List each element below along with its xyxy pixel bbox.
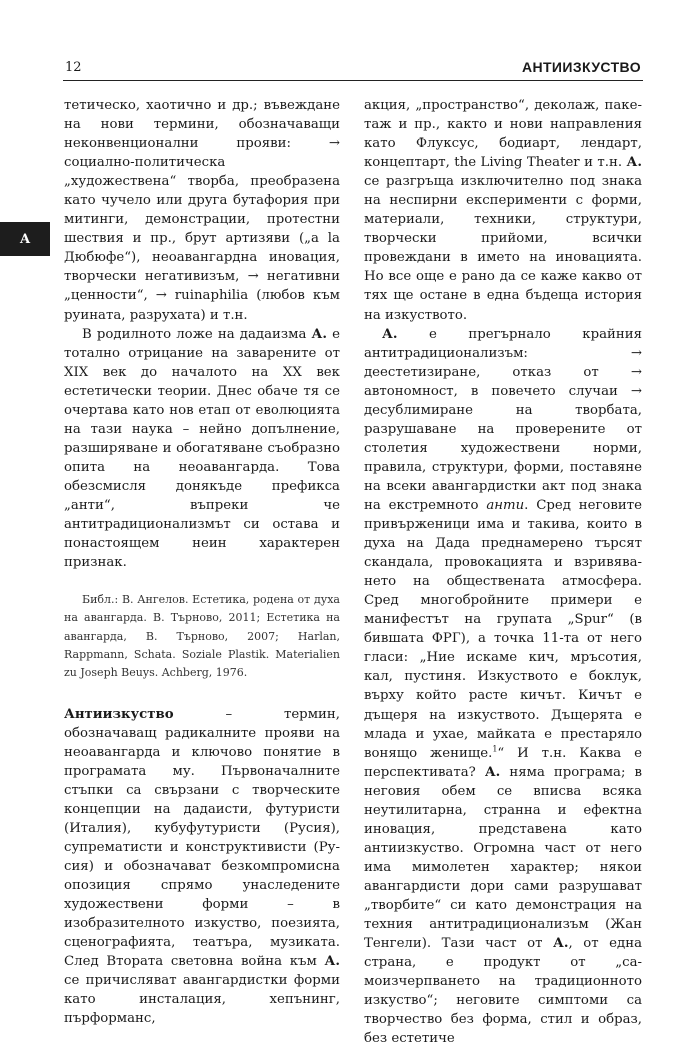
term-abbrev: А. bbox=[626, 155, 642, 171]
paragraph-movements: акция, „пространство“, деколаж, пакeтаж и пр., както и нови направления като Флуксус, бодиарт, лендарт, концептарт, the Living Theater и т.н. А. се разгръща изключително под знака на неспирни експерименти с форми, материали, техники, структури, творчески прийоми, всички провеждани в името на иновацията. Но все още е рано да се каже какво от тях ще остане в една бъдеща история на изкуството. bbox=[364, 98, 642, 323]
term-abbrev: А. bbox=[311, 326, 328, 342]
footnote-marker: 1 bbox=[492, 744, 498, 754]
page-number: 12 bbox=[65, 60, 82, 75]
page-header bbox=[63, 56, 643, 81]
paragraph-antitraditionalism: А. е прегърнало крайния антитрадиционализъм: → деестетизиране, отказ от → автономност, в повечето случаи → десублимиране на творбата, разрушаване на проверените от столетия художествени норми, правила, структури, форми, поставяне на всеки авангардистки акт под знака на екстремното анти. Сред неговите привърженици има и такива, които в духа на Дада преднамерено търсят скандала, провокацията и взривяването на обществената атмосфера. Сред многобройните примери е манифестът на групата „Spur“ (в бившата ФРГ), а точка 11-та от него гласи: „Ние искаме кич, мръсотия, кал, пустиня. Изкуството е боклук, върху който расте кичът. Кичът е дъщеря на изкуството. Дъщерята е млада и ухае, майката е престаряло вонящо женище.$^1$“ И т.н. Каква е перспективата? А. няма програма; в неговия обем се вписва всяка неутилитарна, странна и ефектна иновация, представена като антиизкуство. Огромна част от него има мимолетен характер; някои авангардисти дори сами разрушават „творбите“ си като демонстрация на техния антитрадиционализъм (Жан Тенгели). Тази част от А., от една страна, е продукт от „самоизчерпването на традиционното изкуство“; неговите симптоми са творчество без форма, стил и образ, без естетиче bbox=[364, 326, 642, 1047]
term-abbrev: А. bbox=[324, 954, 340, 970]
entry-antiart: Антиизкуство – термин, обозначаващ радикалните прояви на неоавангарда и ключово понятие в програмата му. Първоначалните стъпки са свързани с творческите концепции на дадаисти, футуристи (Италия), кубуфутуристи (Русия), супрематисти и конструктивисти (Русия) и обозначават безкомпромисна опозиция спрямо унаследените художествени форми – в изобразителното изкуство, поезията, сценографията, театъра, музиката. След Втората световна война към А. се причисляват авангардистки форми като инсталация, хепънинг, пърформанс, bbox=[64, 706, 340, 1027]
running-title: АНТИИЗКУСТВО bbox=[521, 59, 641, 75]
term-abbrev: А. bbox=[553, 936, 569, 952]
bibliography: Библ.: В. Ангелов. Естетика, родена от духа на авангарда. В. Търново, 2011; Естетика на авангарда, В. Търново, 2007; Harlan, Rappmann, Schata. Soziale Plastik. Materialien zu Joseph Beuys. Achberg, 1976. bbox=[64, 593, 340, 680]
left-column bbox=[64, 96, 340, 1028]
letter-thumb-tab: А bbox=[0, 222, 50, 256]
paragraph-continuation: тетическо, хаотично и др.; въвеждане на нови термини, обозначаващи неконвенционални прояви: → социално-политическа „художествена“ творба, преобразена като чучело или друга бутафория при митинги, демонстрации, протестни шествия и пр., брут артизяви („a la Дюбюфе“), неоавангардна иновация, творчески негативизъм, → негативни „ценности“, → ruinaphilia (любов към руината, разрухата) и т.н. bbox=[64, 98, 340, 323]
entry-headword: Антиизкуство bbox=[64, 706, 174, 722]
term-abbrev: А. bbox=[382, 326, 398, 342]
term-abbrev: А. bbox=[484, 764, 501, 780]
paragraph-dadaism: В родилното ложе на дадаизма А. е тотално отрицание на заварените от XIX век до началото на XX век естетически теории. Днес обаче тя се очертава като нов етап от еволюцията на тази наука – нейно допълнение, разширяване и обогатяване съобразно опита на неоавангарда. Това обезсмисля донякъде префикса „анти“, въпреки че антитрадиционализмът си остава и понастоящем неин характерен признак. bbox=[64, 326, 340, 571]
italic-anti: анти bbox=[486, 497, 525, 513]
right-column bbox=[364, 96, 642, 1048]
